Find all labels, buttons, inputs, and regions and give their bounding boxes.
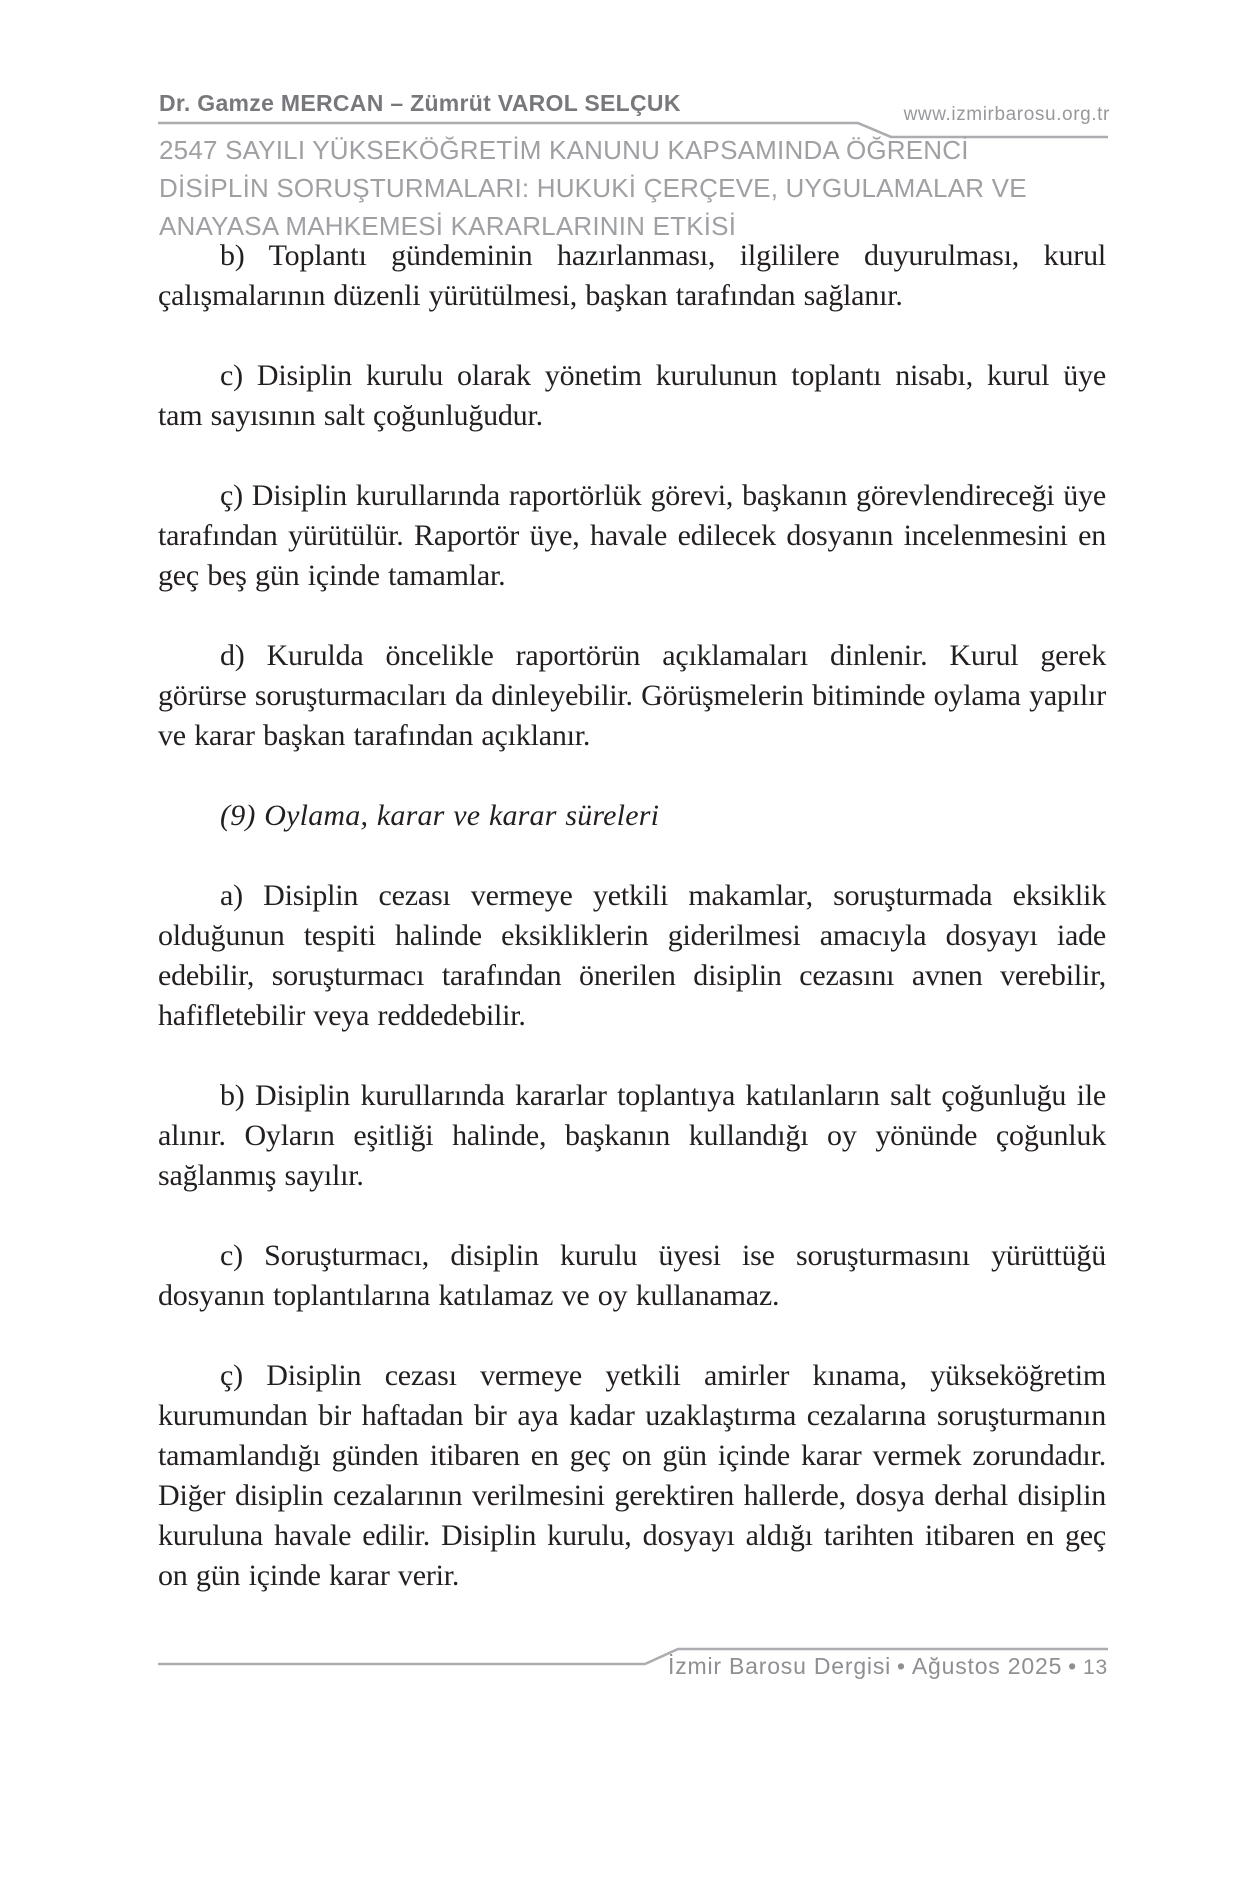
- page-number: 13: [1083, 1656, 1108, 1679]
- paragraph-c: c) Disiplin kurulu olarak yönetim kurulunun toplantı nisabı, kurul üye tam sayısının salt çoğunluğudur.: [158, 359, 1106, 432]
- article-title-line: 2547 SAYILI YÜKSEKÖĞRETİM KANUNU KAPSAMINDA ÖĞRENCİ: [159, 135, 969, 165]
- article-title-line: DİSİPLİN SORUŞTURMALARI: HUKUKİ ÇERÇEVE, UYGULAMALAR VE: [159, 173, 1027, 203]
- subsection-heading: (9) Oylama, karar ve karar süreleri: [220, 799, 660, 832]
- paragraph-a: a) Disiplin cezası vermeye yetkili makamlar, soruşturmada eksiklik olduğunun tespiti halinde eksikliklerin giderilmesi amacıyla dosyayı iade edebilir, soruşturmacı tarafından önerilen disiplin cezasını avnen verebilir, hafifletebilir veya reddedebilir.: [158, 879, 1106, 1032]
- paragraph-c2: c) Soruşturmacı, disiplin kurulu üyesi ise soruşturmasını yürüttüğü dosyanın toplantılarına katılamaz ve oy kullanamaz.: [158, 1239, 1106, 1312]
- paragraph-d: d) Kurulda öncelikle raportörün açıklamaları dinlenir. Kurul gerek görürse soruşturmacıları da dinleyebilir. Görüşmelerin bitiminde oylama yapılır ve karar başkan tarafından açıklanır.: [158, 639, 1106, 752]
- journal-name: İzmir Barosu Dergisi: [668, 1653, 892, 1679]
- journal-website: www.izmirbarosu.org.tr: [903, 104, 1110, 125]
- paragraph-b: b) Toplantı gündeminin hazırlanması, ilgililere duyurulması, kurul çalışmalarının düzenli yürütülmesi, başkan tarafından sağlanır.: [158, 239, 1106, 312]
- author-names: Dr. Gamze MERCAN – Zümrüt VAROL SELÇUK: [159, 90, 681, 116]
- article-title: [159, 131, 1119, 245]
- issue-date: Ağustos 2025: [911, 1653, 1063, 1679]
- footer-separator: •: [897, 1653, 906, 1679]
- article-title-line: ANAYASA MAHKEMESİ KARARLARININ ETKİSİ: [159, 211, 737, 241]
- footer-text: [668, 1653, 1108, 1680]
- article-body: [158, 236, 1106, 1636]
- footer-separator: •: [1068, 1653, 1078, 1679]
- paragraph-b2: b) Disiplin kurullarında kararlar toplantıya katılanların salt çoğunluğu ile alınır. Oyların eşitliği halinde, başkanın kullandığı oy yönünde çoğunluk sağlanmış sayılır.: [158, 1079, 1106, 1192]
- paragraph-c-cedilla2: ç) Disiplin cezası vermeye yetkili amirler kınama, yükseköğretim kurumundan bir haftadan bir aya kadar uzaklaştırma cezalarına soruşturmanın tamamlandığı günden itibaren en geç on gün içinde karar vermek zorundadır. Diğer disiplin cezalarının verilmesini gerektiren hallerde, dosya derhal disiplin kuruluna havale edilir. Disiplin kurulu, dosyayı aldığı tarihten itibaren en geç on gün içinde karar verir.: [158, 1359, 1106, 1592]
- paragraph-c-cedilla: ç) Disiplin kurullarında raportörlük görevi, başkanın görevlendireceği üye tarafından yürütülür. Raportör üye, havale edilecek dosyanın incelenmesini en geç beş gün içinde tamamlar.: [158, 479, 1106, 592]
